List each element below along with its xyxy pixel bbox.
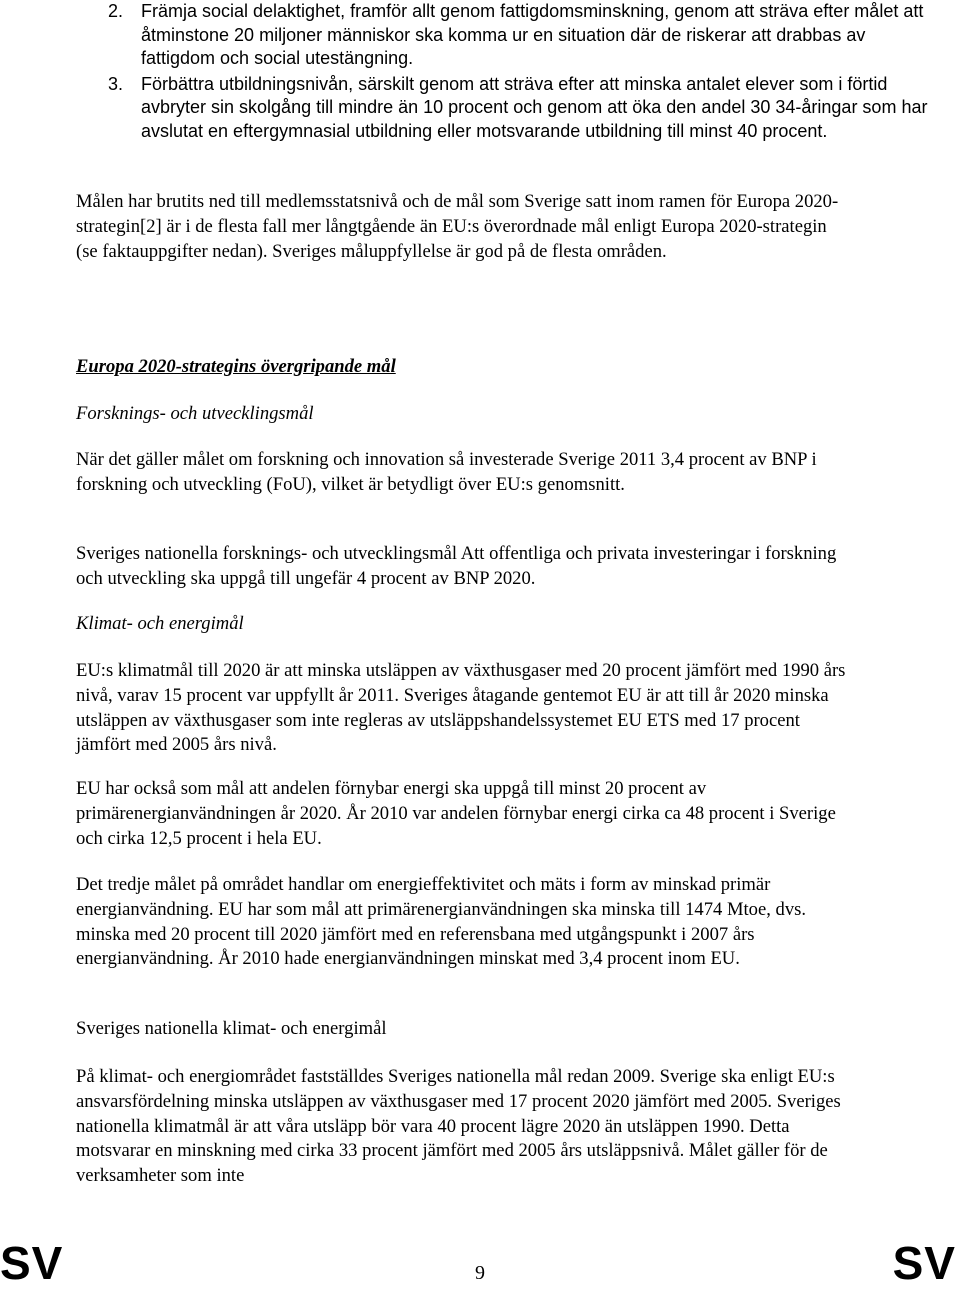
climate-paragraph-2-block xyxy=(76,777,846,851)
intro-paragraph: Målen har brutits ned till medlemsstatsnivå och de mål som Sverige satt inom ramen för Europa 2020-strategin[2] är i de flesta fall mer långtgående än EU:s överordnade mål enligt Europa 2020-strategin (se faktauppgifter nedan). Sveriges måluppfyllelse är god på de flesta områden. xyxy=(76,191,839,262)
paragraph-climate-3: Det tredje målet på området handlar om energieffektivitet och mäts i form av minskad primär energianvändning. EU har som mål att primärenergianvändningen ska minska till 1474 Mtoe, dvs. minska med 20 procent till 2020 jämfört med en referensbana med utgångspunkt i 2007 års energianvändning. År 2010 hade energianvändningen minskat med 3,4 procent inom EU. xyxy=(76,874,806,970)
subheading-research: Forsknings- och utvecklingsmål xyxy=(76,403,314,424)
paragraph-research-2: Sveriges nationella forsknings- och utvecklingsmål Att offentliga och privata investeringar i forskning och utveckling ska uppgå till ungefär 4 procent av BNP 2020. xyxy=(76,543,837,589)
research-paragraph-1-block xyxy=(76,448,846,498)
intro-paragraph-block xyxy=(76,190,846,264)
list-item xyxy=(108,0,928,71)
paragraph-national-climate: På klimat- och energiområdet fastställdes Sveriges nationella mål redan 2009. Sverige ska enligt EU:s ansvarsfördelning minska utsläppen av växthusgaser med 17 procent 2020 jämfört med 2005. Sveriges nationella klimatmål är att våra utsläpp bör vara 40 procent lägre 2020 än utsläppen 1990. Detta motsvarar en minskning med cirka 33 procent jämfört med 2005 års utsläppsnivå. Målet gäller för de verksamheter som inte xyxy=(76,1066,841,1187)
research-paragraph-2-block xyxy=(76,542,846,592)
list-item-text: Främja social delaktighet, framför allt genom fattigdomsminskning, genom att sträva efter målet att åtminstone 20 miljoner människor ska komma ur en situation där de riskerar att drabbas av fattigdom och social utestängning. xyxy=(141,1,924,68)
national-climate-paragraph-block xyxy=(76,1065,846,1189)
paragraph-climate-2: EU har också som mål att andelen förnybar energi ska uppgå till minst 20 procent av primärenergianvändningen år 2020. År 2010 var andelen förnybar energi cirka ca 48 procent i Sverige och cirka 12,5 procent i hela EU. xyxy=(76,778,836,849)
list-item-number: 2. xyxy=(108,1,124,21)
paragraph-research-1: När det gäller målet om forskning och innovation så investerade Sverige 2011 3,4 procent av BNP i forskning och utveckling (FoU), vilket är betydligt över EU:s genomsnitt. xyxy=(76,449,817,495)
national-climate-heading-block xyxy=(76,1017,846,1042)
subheading-climate: Klimat- och energimål xyxy=(76,613,244,634)
page-number: 9 xyxy=(475,1262,485,1284)
climate-paragraph-3-block xyxy=(76,873,846,972)
subheading-national-climate: Sveriges nationella klimat- och energimål xyxy=(76,1018,387,1039)
list-item-number: 3. xyxy=(108,73,124,94)
climate-paragraph-1-block xyxy=(76,659,846,758)
paragraph-climate-1: EU:s klimatmål till 2020 är att minska utsläppen av växthusgaser med 20 procent jämfört med 1990 års nivå, varav 15 procent var uppfyllt år 2011. Sveriges åtagande gentemot EU är att till år 2020 minska utsläppen av växthusgaser som inte regleras av utsläppshandelssystemet EU ETS med 17 procent jämfört med 2005 års nivå. xyxy=(76,660,846,756)
numbered-goal-list xyxy=(108,0,928,143)
section-heading-main: Europa 2020-strategins övergripande mål xyxy=(76,356,396,377)
section-heading-block xyxy=(76,355,846,380)
list-item xyxy=(108,73,928,144)
list-item-text: Förbättra utbildningsnivån, särskilt genom att sträva efter att minska antalet elever som i förtid avbryter sin skolgång till mindre än 10 procent och genom att öka den andel 30 34-åringar som har avslutat en eftergymnasial utbildning eller motsvarande utbildning till minst 40 procent. xyxy=(141,73,928,141)
footer-language-mark-right: SV xyxy=(892,1237,956,1289)
footer-language-mark-left: SV xyxy=(0,1237,64,1289)
climate-heading-block xyxy=(76,612,846,637)
research-heading-block xyxy=(76,402,846,427)
